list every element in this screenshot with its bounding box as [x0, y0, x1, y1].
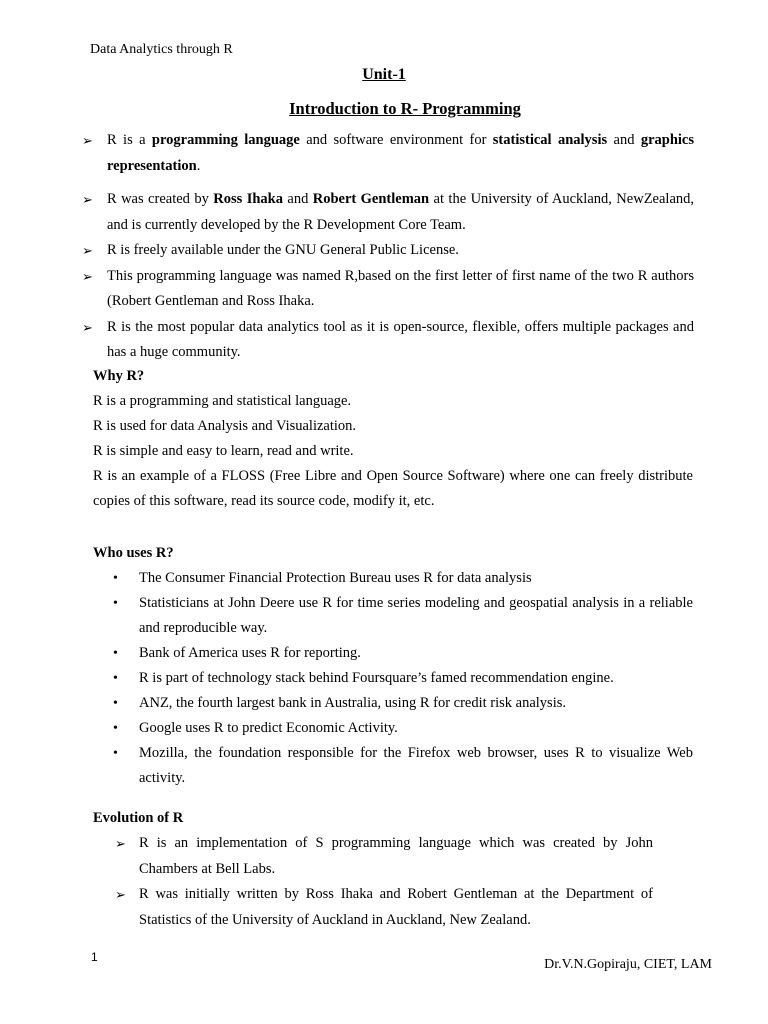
- evolution-section: [93, 806, 693, 933]
- list-item: ➢ R is freely available under the GNU General Public License.: [80, 238, 694, 264]
- list-item: • Mozilla, the foundation responsible for the Firefox web browser, uses R to visualize Web activity.: [93, 741, 693, 791]
- arrow-bullet-icon: ➢: [82, 268, 93, 284]
- paragraph-line: R is used for data Analysis and Visualization.: [93, 418, 357, 434]
- list-item: • ANZ, the fourth largest bank in Australia, using R for credit risk analysis.: [93, 691, 693, 716]
- intro-list: [80, 128, 694, 366]
- list-item: ➢ R is a programming language and software environment for statistical analysis and graphics representation.: [80, 128, 694, 179]
- arrow-bullet-icon: ➢: [115, 887, 126, 902]
- list-item: • The Consumer Financial Protection Bureau uses R for data analysis: [93, 566, 693, 591]
- bullet-icon: •: [113, 696, 118, 711]
- why-r-section: [93, 364, 693, 514]
- list-item: ➢ R is an implementation of S programming language which was created by John Chambers at Bell Labs.: [93, 831, 693, 882]
- paragraph-line: R is simple and easy to learn, read and write.: [93, 443, 354, 459]
- arrow-bullet-icon: ➢: [82, 192, 93, 207]
- bullet-icon: •: [113, 671, 118, 686]
- list-item: ➢ R was created by Ross Ihaka and Robert Gentleman at the University of Auckland, NewZealand, and is currently developed by the R Development Core Team.: [80, 187, 694, 238]
- evolution-list: [93, 831, 693, 933]
- bullet-icon: •: [113, 721, 118, 736]
- arrow-bullet-icon: ➢: [82, 319, 93, 335]
- list-item: • R is part of technology stack behind Foursquare’s famed recommendation engine.: [93, 666, 693, 691]
- footer-author: Dr.V.N.Gopiraju, CIET, LAM: [544, 957, 712, 972]
- list-item: • Bank of America uses R for reporting.: [93, 641, 693, 666]
- who-uses-section: [93, 541, 693, 791]
- arrow-bullet-icon: ➢: [82, 133, 93, 148]
- paragraph-line: R is an example of a FLOSS (Free Libre and Open Source Software) where one can freely distribute copies of this software, read its source code, modify it, etc.: [93, 468, 693, 509]
- list-item: ➢ R was initially written by Ross Ihaka and Robert Gentleman at the Department of Statistics of the University of Auckland in Auckland, New Zealand.: [93, 882, 693, 933]
- bullet-icon: •: [113, 646, 118, 661]
- page-number: 1: [91, 950, 98, 964]
- section-title: Why R?: [93, 368, 145, 384]
- unit-title: Unit-1: [362, 66, 406, 83]
- who-uses-list: [93, 566, 693, 791]
- bullet-icon: •: [113, 596, 118, 611]
- arrow-bullet-icon: ➢: [115, 836, 126, 851]
- arrow-bullet-icon: ➢: [82, 243, 93, 258]
- bullet-icon: •: [113, 571, 118, 586]
- bullet-icon: •: [113, 746, 118, 761]
- paragraph-line: R is a programming and statistical language.: [93, 393, 352, 409]
- section-title: Evolution of R: [93, 810, 184, 826]
- page-header: Data Analytics through R: [90, 42, 233, 57]
- list-item: • Google uses R to predict Economic Activity.: [93, 716, 693, 741]
- list-item: ➢ R is the most popular data analytics tool as it is open-source, flexible, offers multiple packages and has a huge community.: [80, 315, 694, 366]
- list-item: ➢ This programming language was named R,based on the first letter of first name of the two R authors (Robert Gentleman and Ross Ihaka.: [80, 264, 694, 315]
- chapter-title: Introduction to R- Programming: [289, 99, 521, 118]
- list-item: • Statisticians at John Deere use R for time series modeling and geospatial analysis in a reliable and reproducible way.: [93, 591, 693, 641]
- section-title: Who uses R?: [93, 545, 174, 561]
